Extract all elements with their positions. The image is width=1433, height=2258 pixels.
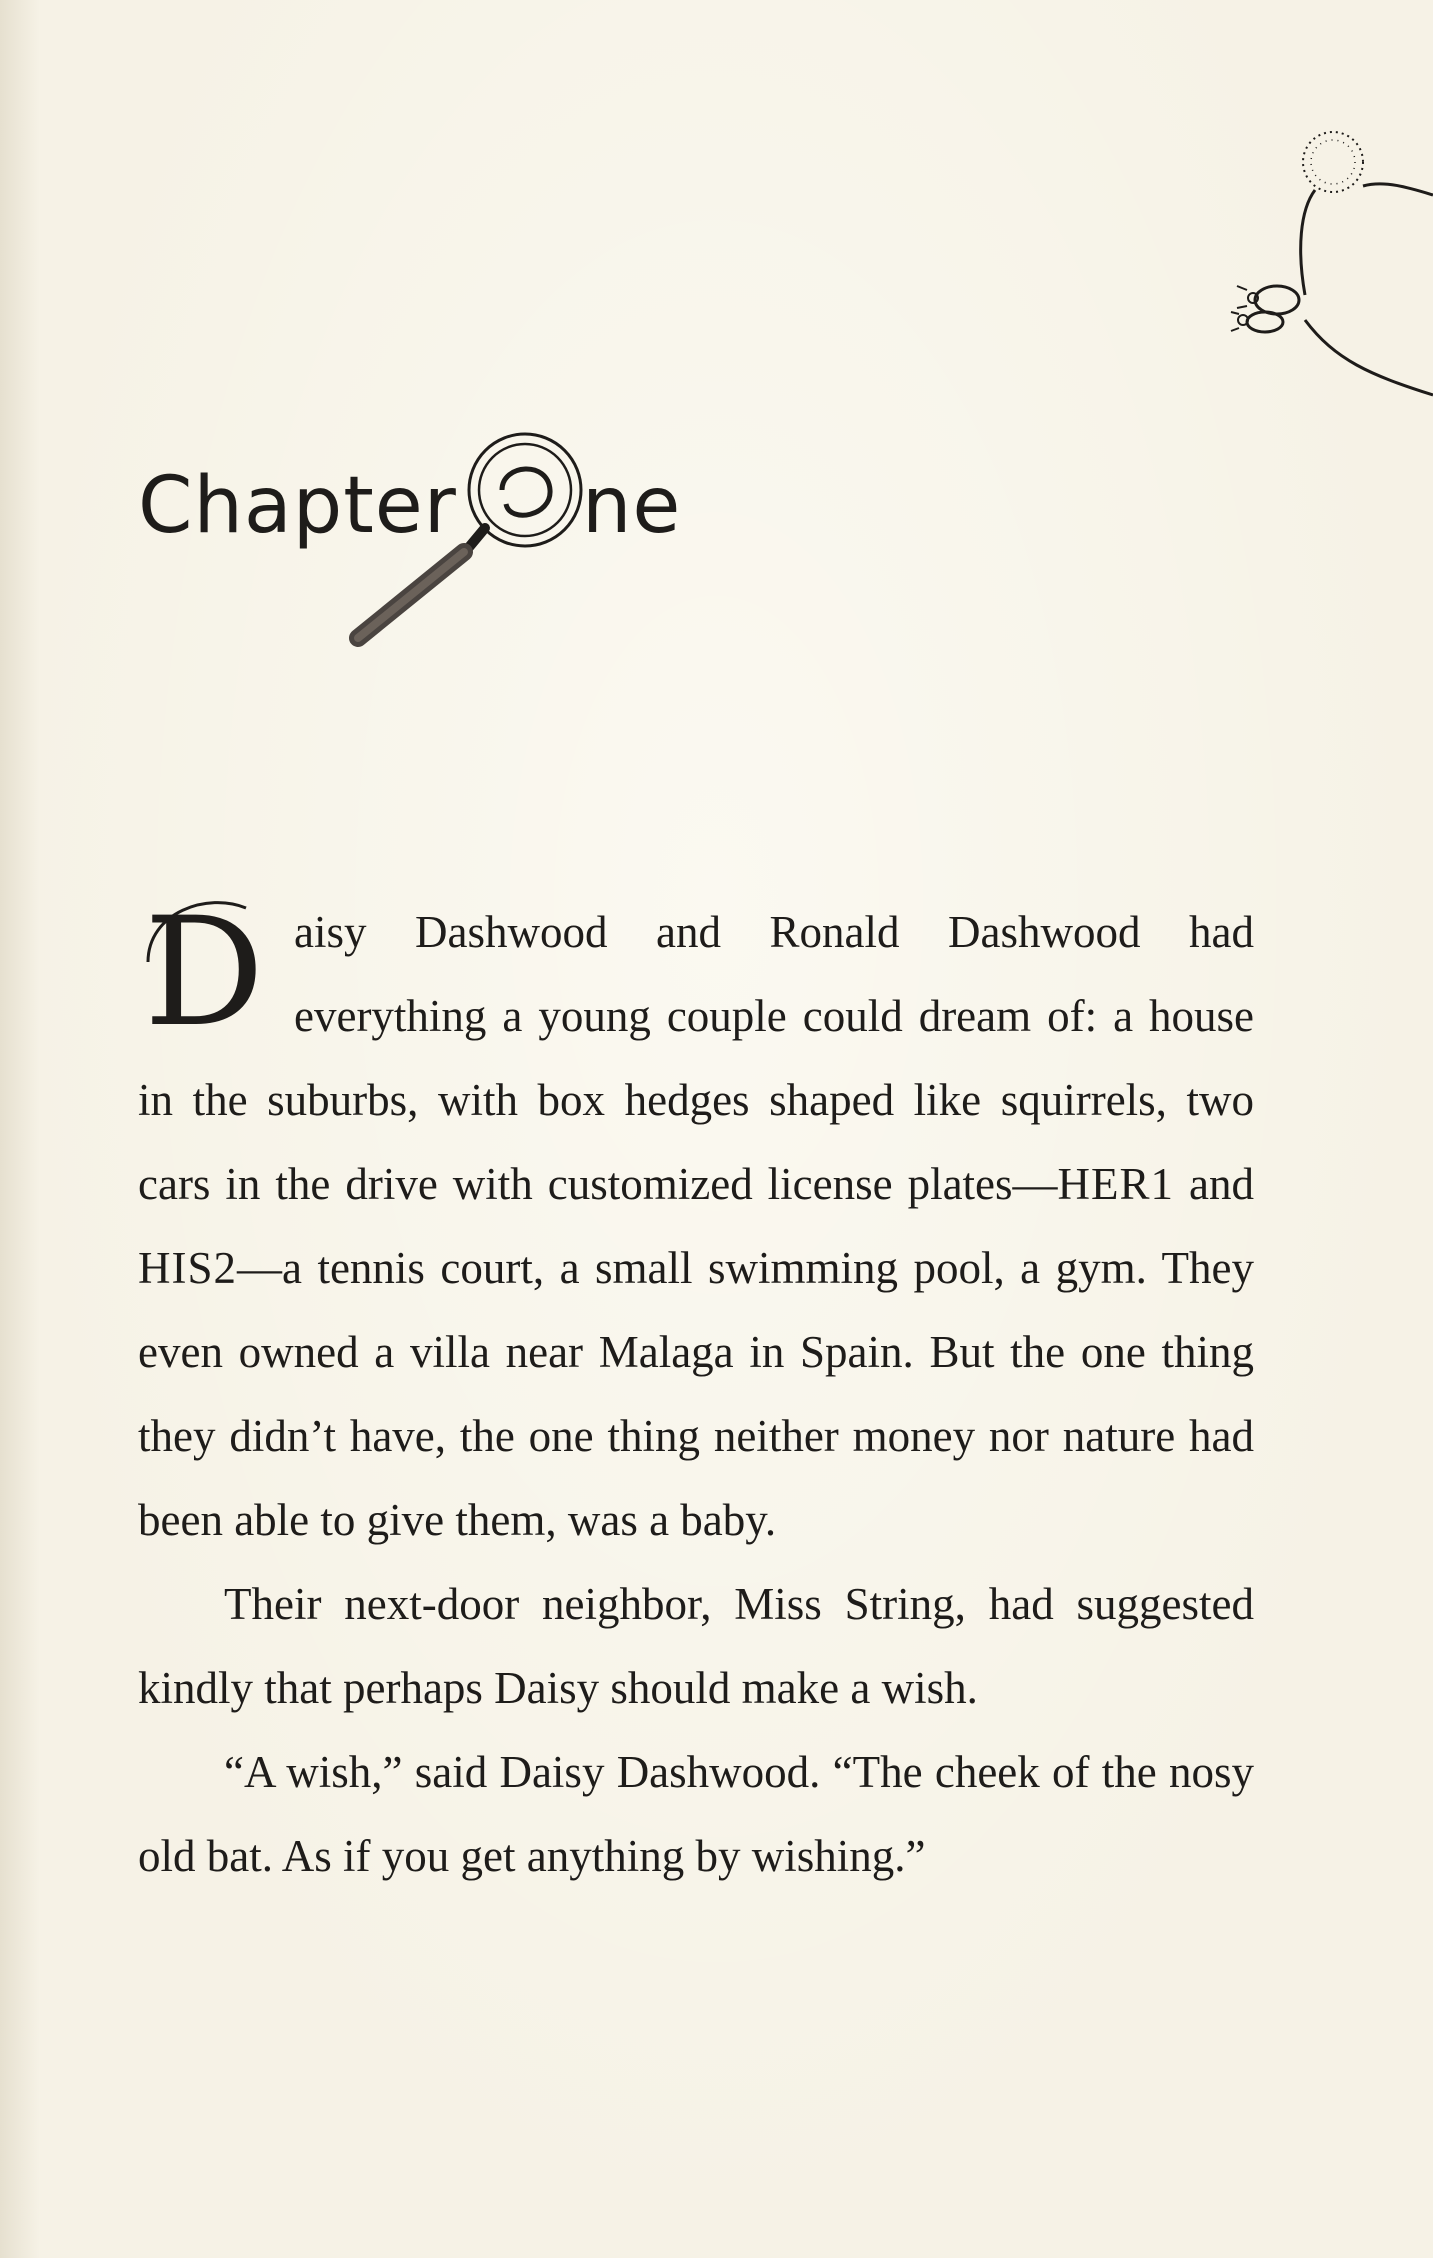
chapter-number-rest: ne xyxy=(582,461,682,551)
paragraph-2: Their next-door neighbor, Miss String, had suggested kindly that perhaps Daisy should make a wish. xyxy=(138,1579,1254,1713)
page-spine-shadow xyxy=(0,0,40,2258)
creature-hands-doodle-icon xyxy=(1195,100,1433,420)
paragraph-1: D aisy Dashwood and Ronald Dashwood had everything a young couple could dream of: a house in the suburbs, with box hedges shaped like squirrels, two cars in the drive with customized license plates—HER1 and HIS2—a tennis court, a small swimming pool, a gym. They even owned a villa near Malaga in Spain. But the one thing they didn’t have, the one thing neither money nor nature had been able to give them, was a baby. xyxy=(138,886,1254,1545)
paragraph-3: “A wish,” said Daisy Dashwood. “The cheek of the nosy old bat. As if you get anything by wishing.” xyxy=(138,1747,1254,1881)
chapter-body xyxy=(138,886,1254,1898)
chapter-word: Chapter xyxy=(138,461,457,551)
drop-cap: D xyxy=(144,886,265,1060)
chapter-heading xyxy=(130,420,690,660)
license-plate-his: HIS2 xyxy=(138,1243,238,1293)
license-plate-her: HER1 xyxy=(1057,1159,1175,1209)
